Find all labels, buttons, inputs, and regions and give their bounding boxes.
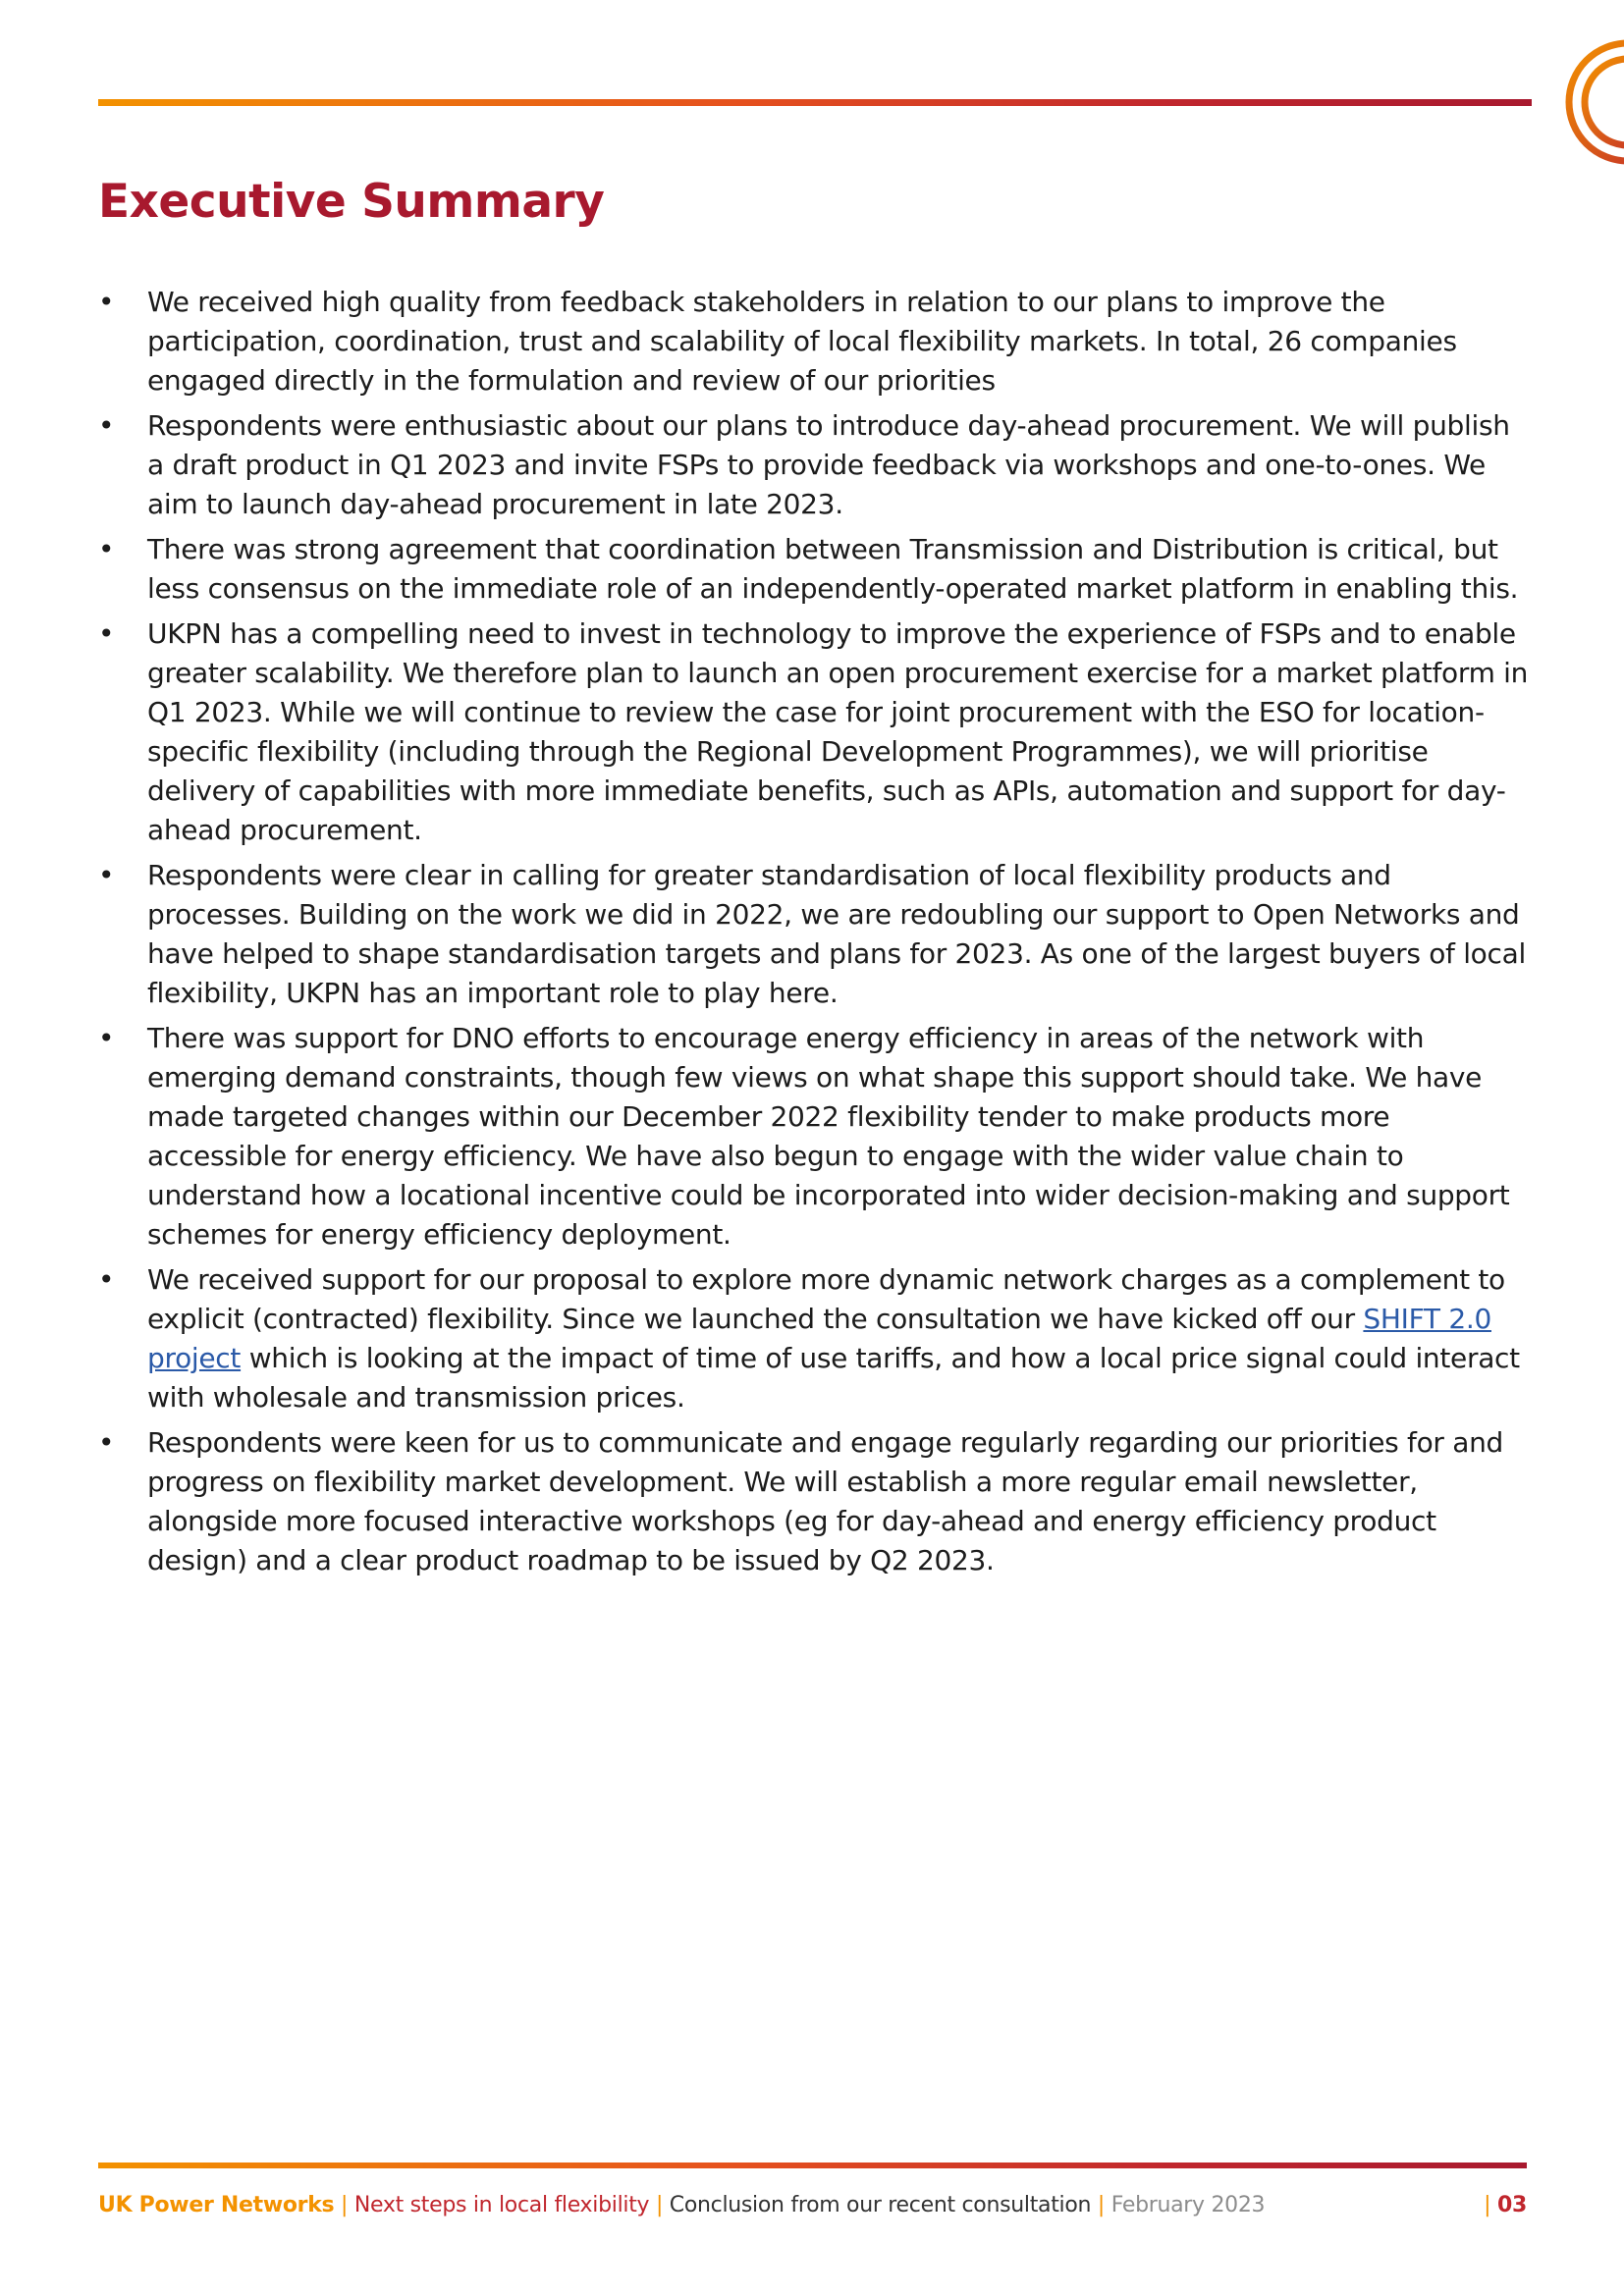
page-title: Executive Summary — [98, 175, 605, 229]
footer-subtitle: Conclusion from our recent consultation — [669, 2193, 1092, 2217]
bullet-text: Respondents were enthusiastic about our plans to introduce day-ahead procurement. We will publish a draft product in Q1 2023 and invite FSPs to provide feedback via workshops and one-to-ones. We aim to launch day-ahead procurement in late 2023. — [147, 409, 1510, 520]
bullet-text-after-link: which is looking at the impact of time of use tariffs, and how a local price signal could interact with wholesale and transmission prices. — [147, 1342, 1520, 1414]
bullet-text: UKPN has a compelling need to invest in technology to improve the experience of FSPs and to enable greater scalability. We therefore plan to launch an open procurement exercise for a market platform in Q1 2023. While we will continue to review the case for joint procurement with the ESO for location-specific flexibility (including through the Regional Development Programmes), we will prioritise delivery of capabilities with more immediate benefits, such as APIs, automation and support for day-ahead procurement. — [147, 617, 1529, 846]
bullet-icon: • — [98, 286, 115, 318]
bullet-icon: • — [98, 859, 115, 891]
bullet-text-before-link: We received support for our proposal to explore more dynamic network charges as a complement to explicit (contracted) flexibility. Since we launched the consultation we have kicked off our — [147, 1263, 1505, 1335]
list-item — [98, 1423, 1532, 1580]
bullet-icon: • — [98, 1263, 115, 1296]
bullet-text: Respondents were clear in calling for greater standardisation of local flexibility products and processes. Building on the work we did in 2022, we are redoubling our support to Open Networks and have helped to shape standardisation targets and plans for 2023. As one of the largest buyers of local flexibility, UKPN has an important role to play here. — [147, 859, 1526, 1009]
summary-bullet-list — [98, 283, 1532, 1586]
list-item — [98, 283, 1532, 400]
footer-date: February 2023 — [1110, 2193, 1266, 2217]
footer-separator: | — [1097, 2193, 1105, 2217]
bullet-text: Respondents were keen for us to communicate and engage regularly regarding our priorities for and progress on flexibility market development. We will establish a more regular email newsletter, alongside more focused interactive workshops (eg for day-ahead and energy efficiency product design) and a clear product roadmap to be issued by Q2 2023. — [147, 1426, 1503, 1576]
footer-rule — [98, 2163, 1527, 2168]
list-item — [98, 614, 1532, 850]
list-item — [98, 406, 1532, 524]
page-footer — [98, 2191, 1527, 2220]
bullet-text: There was strong agreement that coordination between Transmission and Distribution is critical, but less consensus on the immediate role of an independently-operated market platform in enabling this. — [147, 533, 1519, 605]
list-item — [98, 856, 1532, 1013]
footer-separator: | — [1484, 2193, 1491, 2217]
footer-doc-title: Next steps in local flexibility — [353, 2193, 650, 2217]
list-item — [98, 1019, 1532, 1255]
ukpn-circle-logo-icon — [1512, 20, 1624, 216]
bullet-icon: • — [98, 409, 115, 442]
list-item — [98, 1260, 1532, 1417]
footer-separator: | — [341, 2193, 349, 2217]
footer-brand: UK Power Networks — [98, 2193, 335, 2217]
bullet-icon: • — [98, 617, 115, 650]
footer-page — [1484, 2191, 1527, 2220]
header-rule — [98, 99, 1532, 106]
shift-project-link[interactable]: SHIFT 2.0 project — [147, 1303, 1491, 1374]
footer-separator: | — [655, 2193, 664, 2217]
bullet-icon: • — [98, 1022, 115, 1054]
bullet-icon: • — [98, 1426, 115, 1459]
bullet-text: There was support for DNO efforts to encourage energy efficiency in areas of the network with emerging demand constraints, though few views on what shape this support should take. We have made targeted changes within our December 2022 flexibility tender to make products more accessible for energy efficiency. We have also begun to engage with the wider value chain to understand how a locational incentive could be incorporated into wider decision-making and support schemes for energy efficiency deployment. — [147, 1022, 1510, 1251]
page-number: 03 — [1496, 2193, 1527, 2217]
list-item — [98, 530, 1532, 609]
bullet-text: We received high quality from feedback stakeholders in relation to our plans to improve the participation, coordination, trust and scalability of local flexibility markets. In total, 26 companies engaged directly in the formulation and review of our priorities — [147, 286, 1457, 397]
bullet-icon: • — [98, 533, 115, 565]
